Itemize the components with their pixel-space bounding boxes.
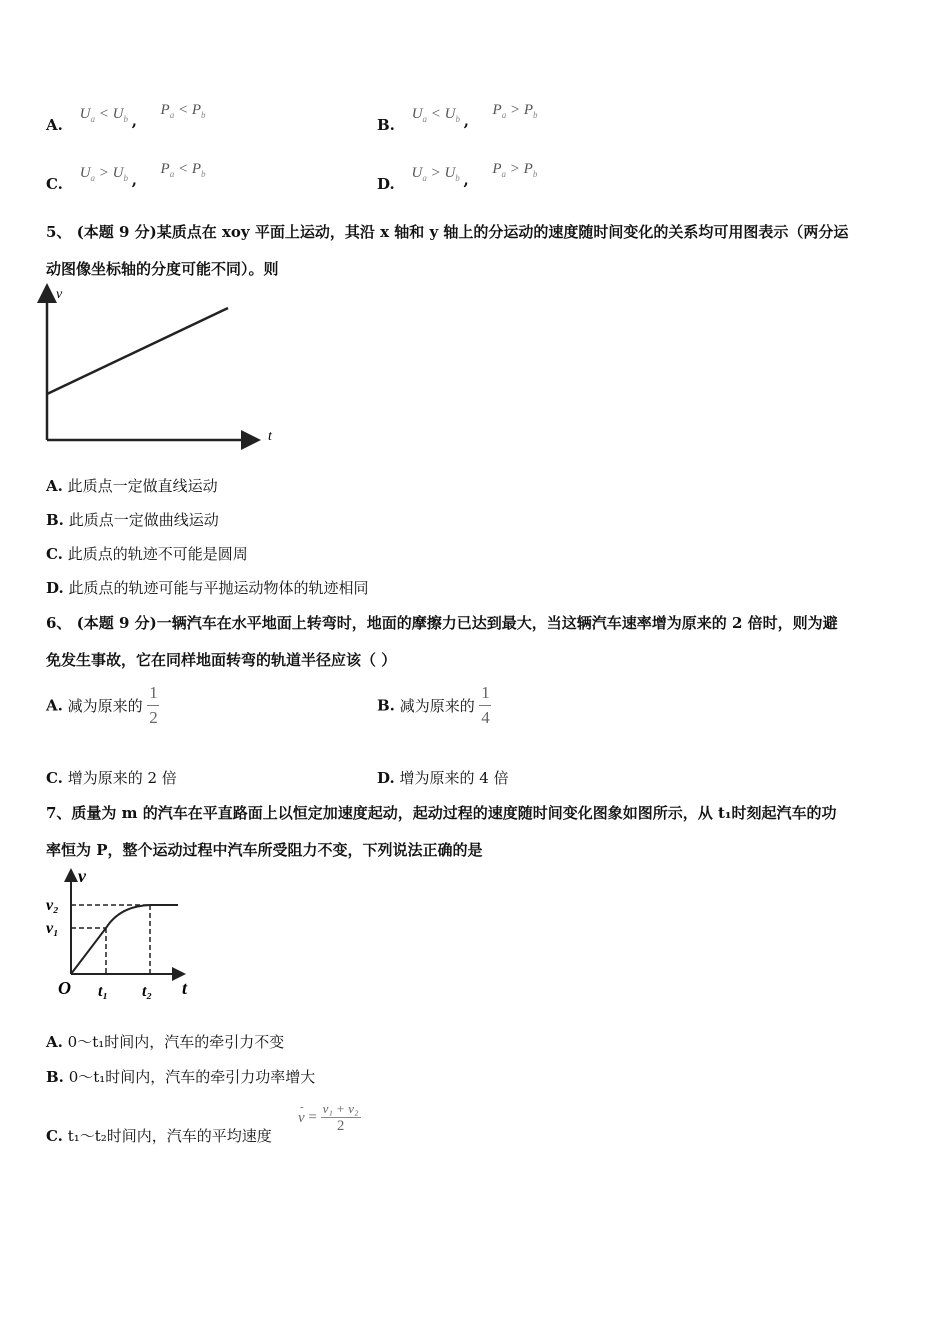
x-axis-label: t: [182, 978, 188, 998]
formula-denominator: 2: [336, 1118, 345, 1134]
accel-segment: [71, 928, 106, 974]
q5-option-a[interactable]: A. 此质点一定做直线运动: [46, 477, 218, 495]
x-axis-label: t: [268, 429, 272, 444]
average-velocity-formula: - v = $\frac{\text{v₁ + v₂}}{2}$: [298, 1100, 359, 1134]
u-inequality: $U_a > U_b$: [79, 165, 128, 183]
q5-velocity-graph: [36, 282, 286, 452]
option-letter: C.: [46, 175, 63, 193]
q7-option-a[interactable]: A. 0～t₁时间内，汽车的牵引力不变: [46, 1033, 285, 1051]
q5-option-b[interactable]: B. 此质点一定做曲线运动: [46, 511, 219, 529]
option-letter: B.: [377, 116, 395, 134]
q5-option-c[interactable]: C. 此质点的轨迹不可能是圆周: [46, 545, 248, 563]
t1-label: t₁: [98, 983, 109, 1000]
q6-stem-line2: 免发生事故，它在同样地面转弯的轨道半径应该（ ）: [46, 651, 397, 669]
u-inequality: $U_a < U_b$: [79, 106, 128, 124]
q7-option-b[interactable]: B. 0～t₁时间内，汽车的牵引力功率增大: [46, 1068, 316, 1086]
v-bar: v: [298, 1109, 305, 1126]
fraction-half: $\frac{1}{2}$: [149, 683, 158, 727]
q4-option-d[interactable]: D. $U_a > U_b$ , $P_a > P_b$: [377, 161, 538, 193]
y-axis-label: v: [56, 287, 63, 302]
p-inequality: $P_a < P_b$: [160, 161, 206, 179]
p-inequality: $P_a > P_b$: [492, 102, 538, 120]
u-inequality: $U_a > U_b$: [411, 165, 460, 183]
v2-label: v₂: [46, 897, 59, 914]
q7-stem-line2: 率恒为 P，整个运动过程中汽车所受阻力不变，下列说法正确的是: [46, 841, 483, 859]
q5-option-d[interactable]: D. 此质点的轨迹可能与平抛运动物体的轨迹相同: [46, 579, 369, 597]
q7-option-c[interactable]: C. t₁～t₂时间内，汽车的平均速度: [46, 1127, 272, 1145]
q5-stem-line1: 5、 (本题 9 分)某质点在 xoy 平面上运动，其沿 x 轴和 y 轴上的分运动的速度随时间变化的关系均可用图表示（两分运: [46, 223, 849, 241]
formula-numerator: v₁ + v₂: [322, 1101, 359, 1116]
q4-option-b[interactable]: B. $U_a < U_b$ , $P_a > P_b$: [377, 102, 538, 134]
origin-label: O: [58, 978, 71, 998]
power-curve: [106, 905, 150, 928]
v1-label: v₁: [46, 920, 59, 937]
fraction-quarter: $\frac{1}{4}$: [481, 683, 490, 727]
option-letter: D.: [377, 175, 395, 193]
p-inequality: $P_a > P_b$: [492, 161, 538, 179]
q4-option-c[interactable]: C. $U_a > U_b$ , $P_a < P_b$: [46, 161, 206, 193]
q7-velocity-graph: [40, 866, 200, 1002]
q5-stem-line2: 动图像坐标轴的分度可能不同）。则: [46, 260, 279, 278]
q7-stem-line1: 7、质量为 m 的汽车在平直路面上以恒定加速度起动，起动过程的速度随时间变化图象如图所示，从 t₁时刻起汽车的功: [46, 804, 837, 822]
option-letter: A.: [46, 116, 63, 134]
q6-option-d[interactable]: D. 增为原来的 4 倍: [377, 769, 509, 787]
q6-option-a[interactable]: A. 减为原来的 $\frac{1}{2}$: [46, 683, 158, 727]
q4-option-a[interactable]: A. $U_a < U_b$ , $P_a < P_b$: [46, 102, 206, 134]
q6-option-b[interactable]: B. 减为原来的 $\frac{1}{4}$: [377, 683, 490, 727]
u-inequality: $U_a < U_b$: [411, 106, 460, 124]
p-inequality: $P_a < P_b$: [160, 102, 206, 120]
t2-label: t₂: [142, 983, 153, 1000]
q6-option-c[interactable]: C. 增为原来的 2 倍: [46, 769, 177, 787]
velocity-line: [47, 308, 228, 394]
y-axis-label: v: [78, 866, 86, 886]
q6-stem-line1: 6、 (本题 9 分)一辆汽车在水平地面上转弯时，地面的摩擦力已达到最大，当这辆汽车速率增为原来的 2 倍时，则为避: [46, 614, 838, 632]
